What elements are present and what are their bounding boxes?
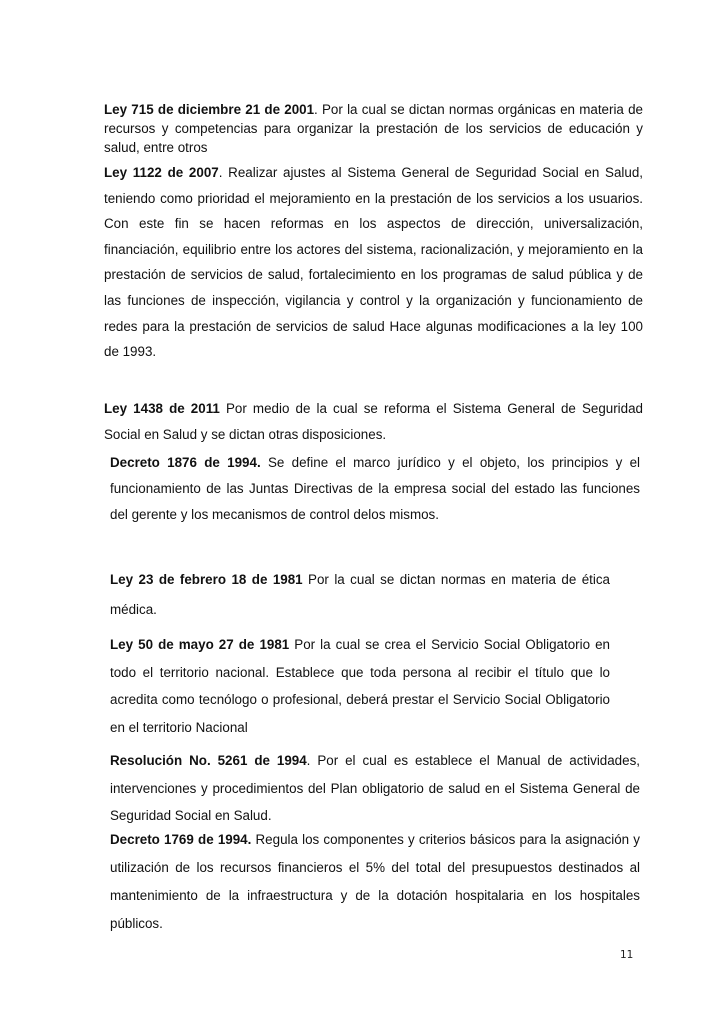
law-title: Ley 1122 de 2007 xyxy=(104,165,219,180)
paragraph-resolucion-5261 xyxy=(110,747,640,830)
paragraph-ley-50 xyxy=(110,631,610,741)
law-description: Se define el marco jurídico y el objeto, los principios y el funcionamiento de las Juntas Directivas de la empresa social del estado las funciones del gerente y los mecanismos de control delos mismos. xyxy=(110,455,641,522)
law-description: Por la cual se dictan normas en materia de ética médica. xyxy=(110,572,610,617)
law-title: Ley 1438 de 2011 xyxy=(104,401,220,416)
page-number: 11 xyxy=(620,949,634,961)
law-title: Decreto 1769 de 1994. xyxy=(110,832,252,847)
paragraph-ley-1438 xyxy=(104,396,643,447)
law-description: Por medio de la cual se reforma el Sistema General de Seguridad Social en Salud y se dictan otras disposiciones. xyxy=(104,401,644,442)
law-description: . Por la cual se dictan normas orgánicas en materia de recursos y competencias para organizar la prestación de los servicios de educación y salud, entre otros xyxy=(104,102,643,155)
law-description: Regula los componentes y criterios básicos para la asignación y utilización de los recursos financieros el 5% del total del presupuestos destinados al mantenimiento de la infraestructura y de la dotación hospitalaria en los hospitales públicos. xyxy=(110,832,640,931)
paragraph-ley-23 xyxy=(110,565,610,625)
paragraph-decreto-1769 xyxy=(110,826,640,938)
law-description: . Realizar ajustes al Sistema General de Seguridad Social en Salud, teniendo como prioridad el mejoramiento en la prestación de los servicios a los usuarios. Con este fin se hacen reformas en los aspectos de dirección, universalización, financiación, equilibrio entre los actores del sistema, racionalización, y mejoramiento en la prestación de servicios de salud, fortalecimiento en los programas de salud pública y de las funciones de inspección, vigilancia y control y la organización y funcionamiento de redes para la prestación de servicios de salud Hace algunas modificaciones a la ley 100 de 1993. xyxy=(104,165,643,360)
law-title: Decreto 1876 de 1994. xyxy=(110,455,261,470)
law-title: Ley 23 de febrero 18 de 1981 xyxy=(110,572,303,587)
law-title: Ley 50 de mayo 27 de 1981 xyxy=(110,637,290,652)
paragraph-ley-715 xyxy=(104,100,643,157)
law-description: Por la cual se crea el Servicio Social Obligatorio en todo el territorio nacional. Establece que toda persona al recibir el título que lo acredita como tecnólogo o profesional, deberá prestar el Servicio Social Obligatorio en el territorio Nacional xyxy=(110,637,610,735)
law-description: . Por el cual es establece el Manual de actividades, intervenciones y procedimientos del Plan obligatorio de salud en el Sistema General de Seguridad Social en Salud. xyxy=(110,753,640,823)
paragraph-decreto-1876 xyxy=(110,450,640,528)
paragraph-ley-1122 xyxy=(104,160,643,365)
law-title: Resolución No. 5261 de 1994 xyxy=(110,753,307,768)
law-title: Ley 715 de diciembre 21 de 2001 xyxy=(104,102,315,117)
